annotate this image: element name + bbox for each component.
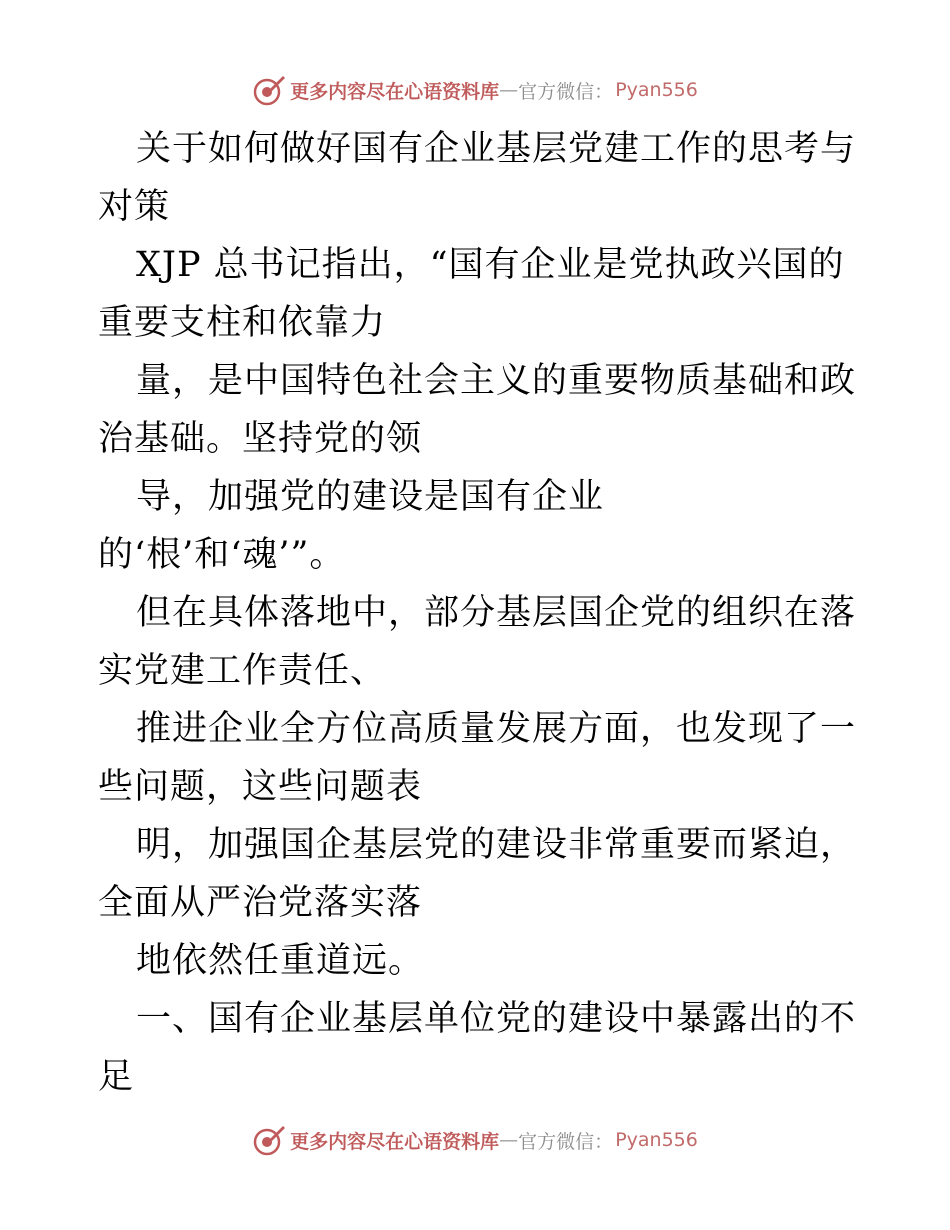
section-heading: 一、国有企业基层单位党的建设中暴露出的不足 [98,999,857,1097]
watermark-account: Pyan556 [615,79,698,101]
paragraph: 的‘根’和‘魂’”。 [98,535,346,575]
paragraph: XJP 总书记指出，“国有企业是党执政兴国的重要支柱和依靠力 [98,245,845,343]
paragraph: 导，加强党的建设是国有企业 [136,477,605,517]
watermark-dash: — [499,1129,519,1151]
paragraph: 关于如何做好国有企业基层党建工作的思考与对策 [98,129,857,227]
watermark-account: Pyan556 [615,1129,698,1151]
watermark-brand: 更多内容尽在心语资料库 [290,1130,500,1153]
document-body [98,120,858,1106]
header-watermark-banner [0,70,950,110]
paragraph: 地依然任重道远。 [136,941,425,981]
watermark-official-label: 官方微信： [518,1130,614,1153]
paragraph: 明，加强国企基层党的建设非常重要而紧迫，全面从严治党落实落 [98,825,857,923]
paragraph: 量，是中国特色社会主义的重要物质基础和政治基础。坚持党的领 [98,361,857,459]
pen-logo-icon [252,1123,286,1157]
pen-logo-icon [252,73,286,107]
watermark-official-label: 官方微信： [518,80,614,103]
watermark-brand: 更多内容尽在心语资料库 [290,80,500,103]
footer-watermark-banner [0,1120,950,1160]
paragraph: 推进企业全方位高质量发展方面，也发现了一些问题，这些问题表 [98,709,857,807]
watermark-dash: — [499,79,519,101]
paragraph: 但在具体落地中，部分基层国企党的组织在落实党建工作责任、 [98,593,857,691]
